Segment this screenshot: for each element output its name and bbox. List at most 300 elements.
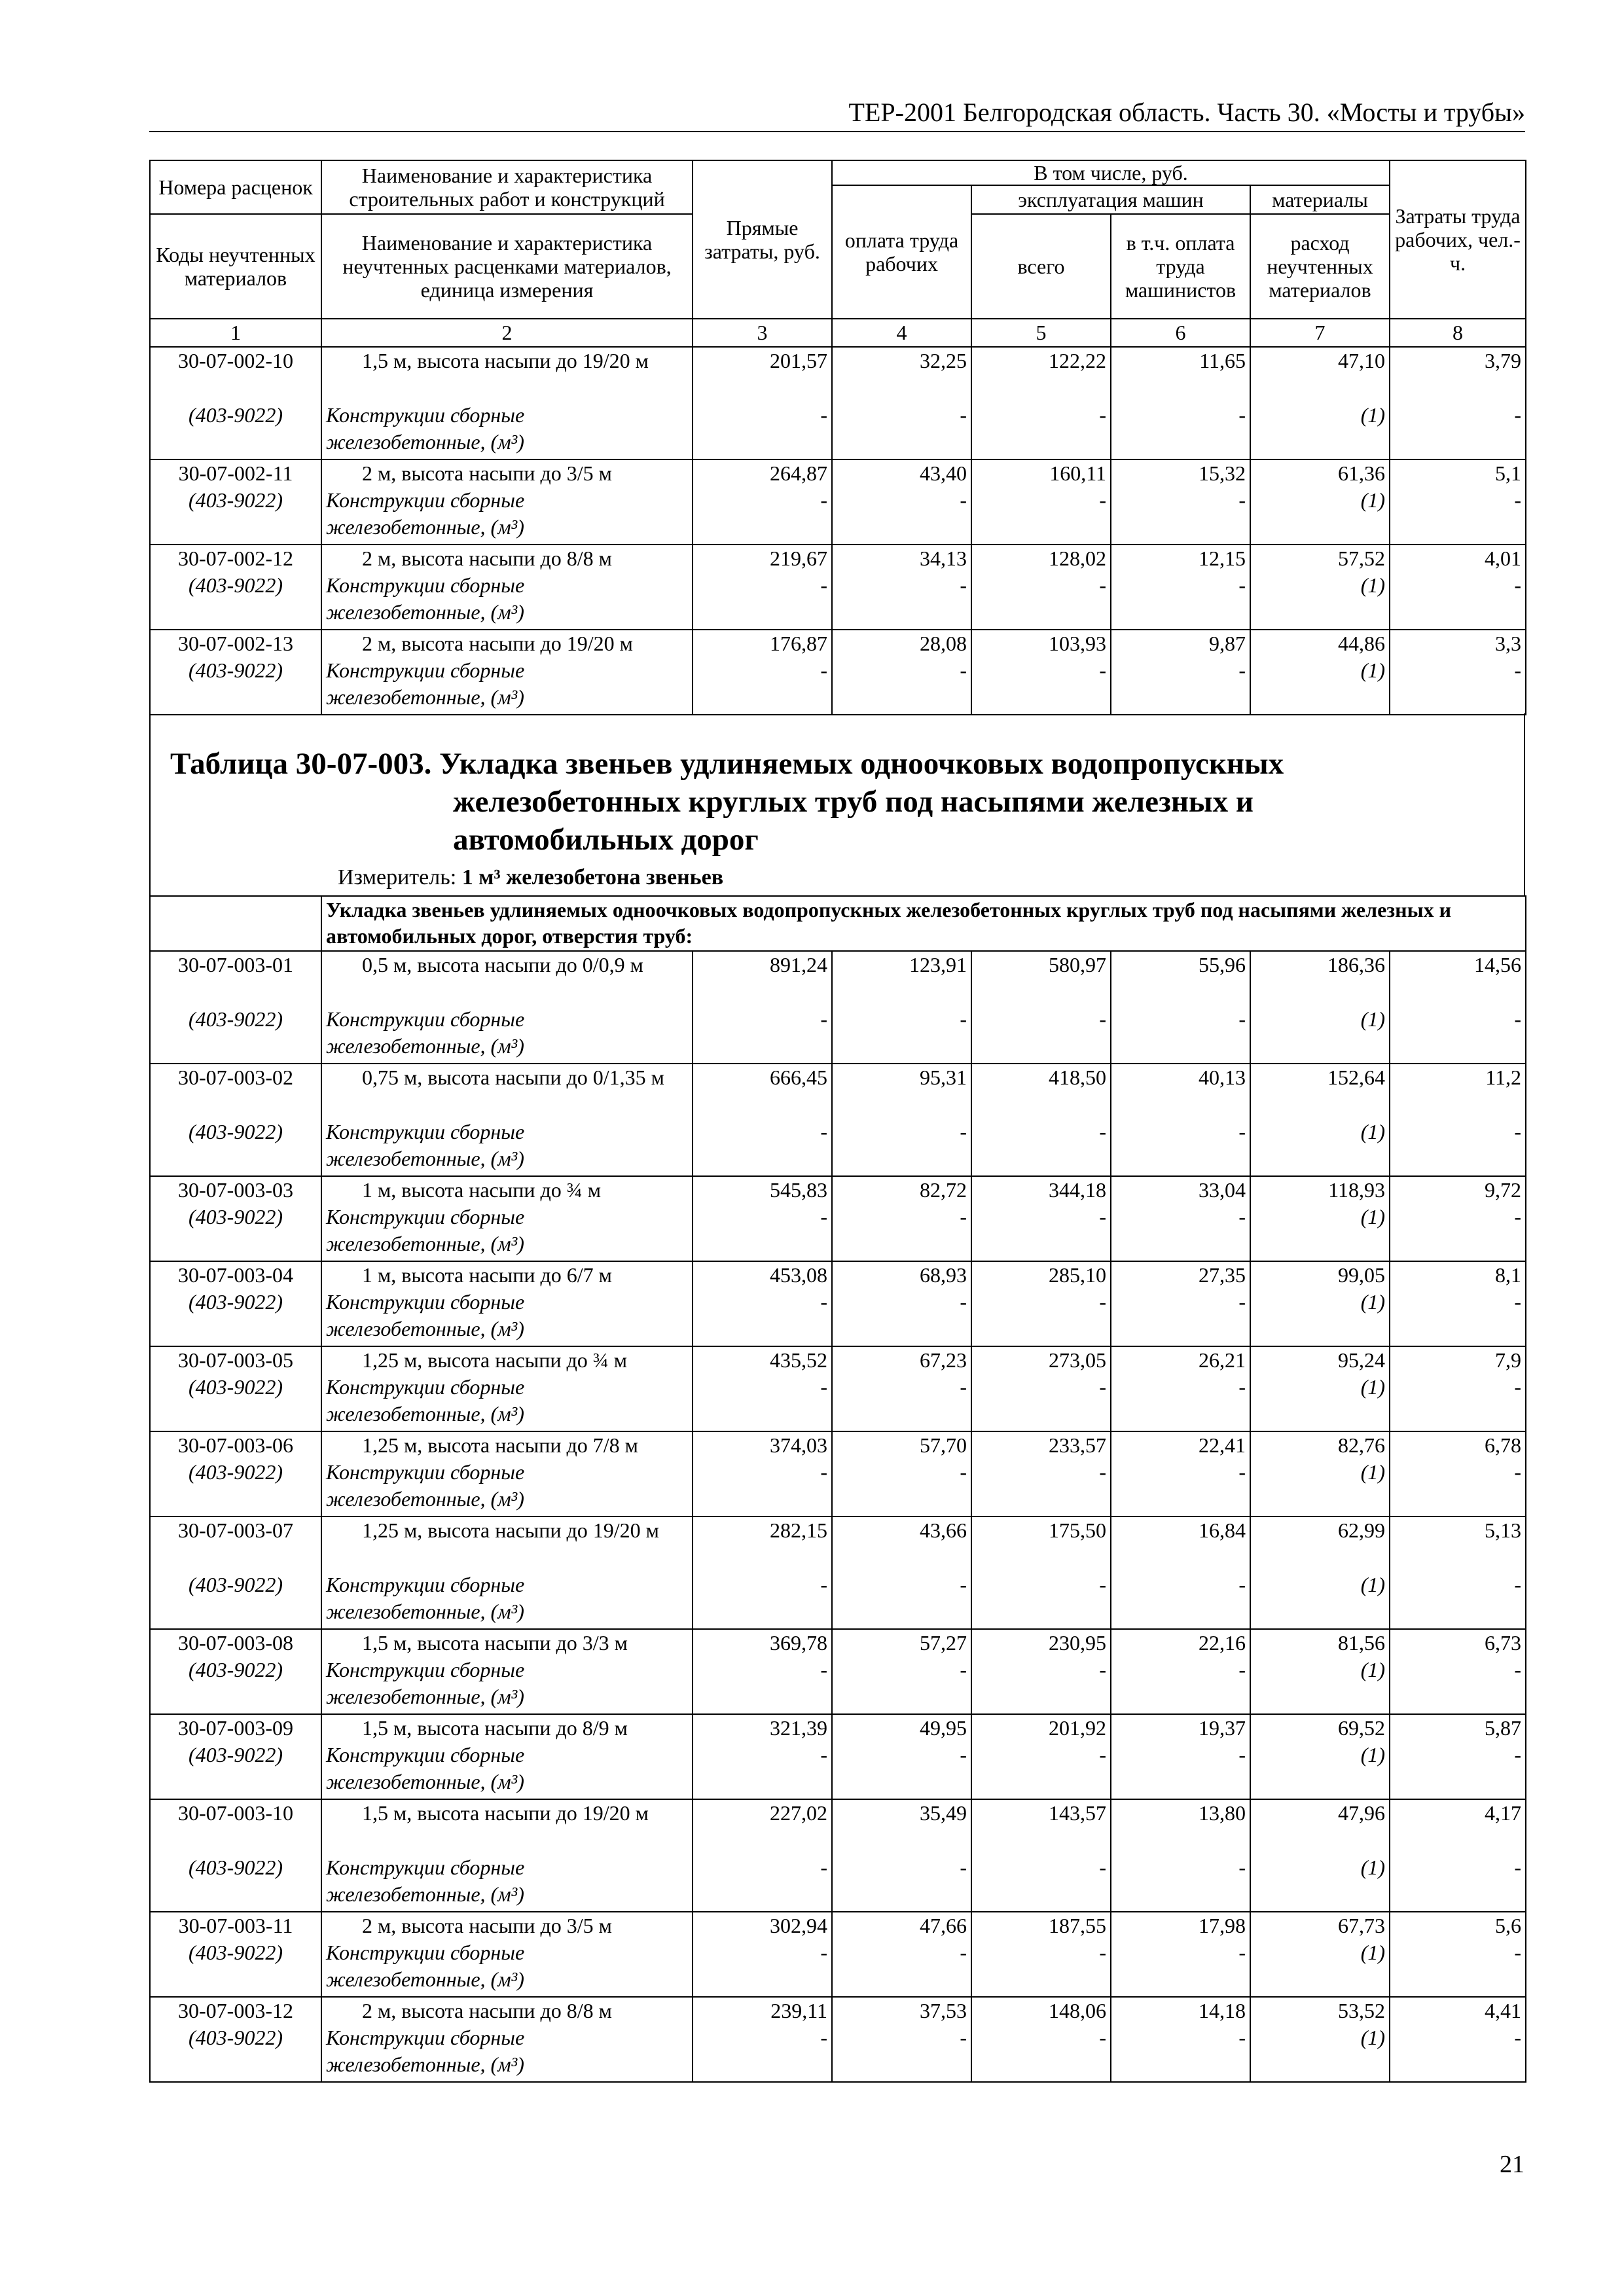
rate-value: 302,94 xyxy=(693,1912,832,1939)
material-description: Конструкции сборные железобетонные, (м³) xyxy=(321,1742,693,1799)
rate-code: 30-07-003-10 xyxy=(150,1799,321,1854)
material-row xyxy=(150,1657,1526,1714)
rate-value: 152,64 xyxy=(1250,1064,1390,1119)
rate-value: 580,97 xyxy=(971,951,1111,1006)
rate-description: 2 м, высота насыпи до 3/5 м xyxy=(321,459,693,487)
rate-code: 30-07-003-06 xyxy=(150,1431,321,1459)
rate-value: 67,23 xyxy=(832,1346,971,1374)
material-value: - xyxy=(971,487,1111,545)
material-value: - xyxy=(832,1119,971,1176)
material-description: Конструкции сборные железобетонные, (м³) xyxy=(321,1289,693,1346)
rate-value: 344,18 xyxy=(971,1176,1111,1204)
rate-description: 1,5 м, высота насыпи до 8/9 м xyxy=(321,1714,693,1742)
table-heading xyxy=(149,713,1525,895)
material-code: (403-9022) xyxy=(150,1939,321,1997)
material-description: Конструкции сборные железобетонные, (м³) xyxy=(321,1854,693,1912)
material-value: - xyxy=(1390,1742,1526,1799)
rate-code: 30-07-003-11 xyxy=(150,1912,321,1939)
rate-value: 321,39 xyxy=(693,1714,832,1742)
rate-value: 160,11 xyxy=(971,459,1111,487)
rate-value: 187,55 xyxy=(971,1912,1111,1939)
rate-value: 57,27 xyxy=(832,1629,971,1657)
material-value: - xyxy=(693,1854,832,1912)
rate-row xyxy=(150,1629,1526,1657)
material-value: - xyxy=(1111,657,1250,715)
material-value: - xyxy=(971,572,1111,630)
rate-value: 32,25 xyxy=(832,347,971,402)
material-row xyxy=(150,1204,1526,1261)
material-description: Конструкции сборные железобетонные, (м³) xyxy=(321,1459,693,1516)
material-value: (1) xyxy=(1250,572,1390,630)
material-value: - xyxy=(693,572,832,630)
rate-value: 418,50 xyxy=(971,1064,1111,1119)
rate-row xyxy=(150,1516,1526,1571)
material-value: (1) xyxy=(1250,1459,1390,1516)
rate-value: 12,15 xyxy=(1111,545,1250,572)
material-code: (403-9022) xyxy=(150,487,321,545)
rate-value: 891,24 xyxy=(693,951,832,1006)
rate-value: 374,03 xyxy=(693,1431,832,1459)
material-value: - xyxy=(1111,1459,1250,1516)
material-value: - xyxy=(832,1374,971,1431)
rate-value: 53,52 xyxy=(1250,1997,1390,2024)
rate-description: 2 м, высота насыпи до 3/5 м xyxy=(321,1912,693,1939)
rate-value: 4,41 xyxy=(1390,1997,1526,2024)
material-row xyxy=(150,487,1526,545)
rate-value: 44,86 xyxy=(1250,630,1390,657)
rate-value: 219,67 xyxy=(693,545,832,572)
rate-value: 6,73 xyxy=(1390,1629,1526,1657)
rate-value: 227,02 xyxy=(693,1799,832,1854)
material-value: - xyxy=(971,1374,1111,1431)
material-row xyxy=(150,657,1526,715)
material-value: - xyxy=(971,1006,1111,1064)
rate-value: 201,57 xyxy=(693,347,832,402)
material-value: (1) xyxy=(1250,1119,1390,1176)
col-header-machines-total: всего xyxy=(971,214,1111,319)
rate-value: 47,96 xyxy=(1250,1799,1390,1854)
rate-description: 1,5 м, высота насыпи до 19/20 м xyxy=(321,347,693,402)
material-code: (403-9022) xyxy=(150,1289,321,1346)
rate-row xyxy=(150,1714,1526,1742)
material-value: - xyxy=(693,1657,832,1714)
material-value: - xyxy=(832,1204,971,1261)
rate-value: 369,78 xyxy=(693,1629,832,1657)
rate-description: 1,5 м, высота насыпи до 19/20 м xyxy=(321,1799,693,1854)
rate-description: 2 м, высота насыпи до 19/20 м xyxy=(321,630,693,657)
rate-value: 282,15 xyxy=(693,1516,832,1571)
material-row xyxy=(150,1742,1526,1799)
rate-value: 545,83 xyxy=(693,1176,832,1204)
material-value: - xyxy=(693,1006,832,1064)
col-header-including: В том числе, руб. xyxy=(832,160,1390,185)
material-value: - xyxy=(832,1939,971,1997)
material-value: - xyxy=(1390,1204,1526,1261)
material-value: - xyxy=(832,402,971,459)
rate-value: 99,05 xyxy=(1250,1261,1390,1289)
material-description: Конструкции сборные железобетонные, (м³) xyxy=(321,1939,693,1997)
material-value: - xyxy=(1111,1204,1250,1261)
rate-value: 40,13 xyxy=(1111,1064,1250,1119)
rate-row xyxy=(150,630,1526,657)
material-code: (403-9022) xyxy=(150,1571,321,1629)
material-row xyxy=(150,572,1526,630)
rate-value: 43,40 xyxy=(832,459,971,487)
rate-value: 16,84 xyxy=(1111,1516,1250,1571)
rate-value: 148,06 xyxy=(971,1997,1111,2024)
col-header-material-name: Наименование и характеристика неучтенных расценками материалов, единица измерения xyxy=(321,214,693,319)
material-value: - xyxy=(1390,2024,1526,2082)
material-code: (403-9022) xyxy=(150,1006,321,1064)
rate-value: 28,08 xyxy=(832,630,971,657)
material-value: (1) xyxy=(1250,1657,1390,1714)
material-row xyxy=(150,1289,1526,1346)
material-value: - xyxy=(1111,487,1250,545)
col-header-codes: Номера расценок xyxy=(150,160,321,214)
rate-value: 176,87 xyxy=(693,630,832,657)
material-row xyxy=(150,1006,1526,1064)
rate-value: 69,52 xyxy=(1250,1714,1390,1742)
rate-description: 1,25 м, высота насыпи до 7/8 м xyxy=(321,1431,693,1459)
material-value: - xyxy=(971,1571,1111,1629)
rate-value: 118,93 xyxy=(1250,1176,1390,1204)
material-value: - xyxy=(832,572,971,630)
rate-value: 230,95 xyxy=(971,1629,1111,1657)
rate-value: 435,52 xyxy=(693,1346,832,1374)
material-value: - xyxy=(1390,657,1526,715)
material-value: - xyxy=(693,487,832,545)
rate-value: 201,92 xyxy=(971,1714,1111,1742)
rates-table-continued xyxy=(149,160,1526,715)
rate-value: 11,2 xyxy=(1390,1064,1526,1119)
material-value: (1) xyxy=(1250,1289,1390,1346)
material-value: - xyxy=(1390,572,1526,630)
rate-value: 4,01 xyxy=(1390,545,1526,572)
rate-value: 33,04 xyxy=(1111,1176,1250,1204)
material-description: Конструкции сборные железобетонные, (м³) xyxy=(321,657,693,715)
rate-value: 666,45 xyxy=(693,1064,832,1119)
col-header-direct-costs: Прямые затраты, руб. xyxy=(693,160,832,319)
material-value: - xyxy=(971,1742,1111,1799)
rate-value: 175,50 xyxy=(971,1516,1111,1571)
rate-value: 43,66 xyxy=(832,1516,971,1571)
material-value: - xyxy=(832,2024,971,2082)
material-value: - xyxy=(1111,1571,1250,1629)
material-value: - xyxy=(1390,1374,1526,1431)
material-description: Конструкции сборные железобетонные, (м³) xyxy=(321,1006,693,1064)
rate-row xyxy=(150,459,1526,487)
rate-value: 264,87 xyxy=(693,459,832,487)
material-value: - xyxy=(693,1459,832,1516)
material-value: - xyxy=(1390,1571,1526,1629)
rate-value: 19,37 xyxy=(1111,1714,1250,1742)
material-value: - xyxy=(971,1119,1111,1176)
rate-code: 30-07-003-08 xyxy=(150,1629,321,1657)
material-value: (1) xyxy=(1250,1742,1390,1799)
rate-value: 5,1 xyxy=(1390,459,1526,487)
material-description: Конструкции сборные железобетонные, (м³) xyxy=(321,487,693,545)
material-code: (403-9022) xyxy=(150,1204,321,1261)
col-header-operators-wages: в т.ч. оплата труда машинистов xyxy=(1111,214,1250,319)
material-value: - xyxy=(1111,1119,1250,1176)
material-value: - xyxy=(832,1657,971,1714)
material-value: - xyxy=(693,1289,832,1346)
col-header-material-usage: расход неучтенных материалов xyxy=(1250,214,1390,319)
rate-value: 285,10 xyxy=(971,1261,1111,1289)
rate-value: 123,91 xyxy=(832,951,971,1006)
rate-code: 30-07-003-05 xyxy=(150,1346,321,1374)
rate-value: 49,95 xyxy=(832,1714,971,1742)
material-value: - xyxy=(1390,1657,1526,1714)
material-row xyxy=(150,1939,1526,1997)
rate-value: 57,52 xyxy=(1250,545,1390,572)
col-header-material-codes: Коды неучтенных материалов xyxy=(150,214,321,319)
rate-description: 1 м, высота насыпи до 6/7 м xyxy=(321,1261,693,1289)
rate-row xyxy=(150,1261,1526,1289)
running-header: ТЕР-2001 Белгородская область. Часть 30. «Мосты и трубы» xyxy=(848,98,1525,127)
rate-value: 95,24 xyxy=(1250,1346,1390,1374)
material-value: - xyxy=(971,1289,1111,1346)
material-value: - xyxy=(832,1459,971,1516)
col-header-wages: оплата труда рабочих xyxy=(832,185,971,319)
material-value: - xyxy=(1111,1006,1250,1064)
rate-value: 128,02 xyxy=(971,545,1111,572)
rate-code: 30-07-002-10 xyxy=(150,347,321,402)
section-heading: Укладка звеньев удлиняемых одноочковых водопропускных железобетонных круглых труб под насыпями железных и автомобильных дорог, отверстия труб: xyxy=(321,896,1526,951)
material-code: (403-9022) xyxy=(150,1742,321,1799)
rate-value: 5,6 xyxy=(1390,1912,1526,1939)
material-value: - xyxy=(971,2024,1111,2082)
rate-description: 0,75 м, высота насыпи до 0/1,35 м xyxy=(321,1064,693,1119)
rate-code: 30-07-003-12 xyxy=(150,1997,321,2024)
rate-row xyxy=(150,951,1526,1006)
rate-value: 62,99 xyxy=(1250,1516,1390,1571)
material-value: - xyxy=(1390,1119,1526,1176)
rate-value: 95,31 xyxy=(832,1064,971,1119)
rate-value: 27,35 xyxy=(1111,1261,1250,1289)
material-value: - xyxy=(832,1006,971,1064)
material-code: (403-9022) xyxy=(150,1459,321,1516)
material-value: (1) xyxy=(1250,1374,1390,1431)
rate-description: 1,25 м, высота насыпи до ¾ м xyxy=(321,1346,693,1374)
rate-row xyxy=(150,1064,1526,1119)
rate-value: 22,16 xyxy=(1111,1629,1250,1657)
material-value: - xyxy=(832,657,971,715)
column-number-row: 1 2 3 4 5 6 7 8 xyxy=(150,319,1526,347)
rate-row xyxy=(150,1912,1526,1939)
material-code: (403-9022) xyxy=(150,1854,321,1912)
rate-description: 2 м, высота насыпи до 8/8 м xyxy=(321,1997,693,2024)
material-description: Конструкции сборные железобетонные, (м³) xyxy=(321,572,693,630)
rate-code: 30-07-003-07 xyxy=(150,1516,321,1571)
rate-value: 35,49 xyxy=(832,1799,971,1854)
rate-value: 82,72 xyxy=(832,1176,971,1204)
rate-description: 1 м, высота насыпи до ¾ м xyxy=(321,1176,693,1204)
rate-row xyxy=(150,1431,1526,1459)
rate-value: 3,3 xyxy=(1390,630,1526,657)
material-value: - xyxy=(1111,2024,1250,2082)
material-value: (1) xyxy=(1250,487,1390,545)
material-code: (403-9022) xyxy=(150,1657,321,1714)
material-code: (403-9022) xyxy=(150,657,321,715)
rates-table-30-07-003 xyxy=(149,895,1526,2083)
material-row xyxy=(150,1854,1526,1912)
rate-code: 30-07-002-13 xyxy=(150,630,321,657)
material-row xyxy=(150,1374,1526,1431)
rate-value: 81,56 xyxy=(1250,1629,1390,1657)
material-value: - xyxy=(1111,1854,1250,1912)
material-description: Конструкции сборные железобетонные, (м³) xyxy=(321,402,693,459)
material-value: - xyxy=(832,487,971,545)
material-code: (403-9022) xyxy=(150,1119,321,1176)
section-heading-row xyxy=(150,896,1526,951)
rate-value: 4,17 xyxy=(1390,1799,1526,1854)
material-description: Конструкции сборные железобетонные, (м³) xyxy=(321,1204,693,1261)
material-value: - xyxy=(832,1571,971,1629)
material-code: (403-9022) xyxy=(150,2024,321,2082)
rate-value: 8,1 xyxy=(1390,1261,1526,1289)
col-header-name: Наименование и характеристика строительных работ и конструкций xyxy=(321,160,693,214)
material-description: Конструкции сборные железобетонные, (м³) xyxy=(321,1119,693,1176)
rate-description: 1,5 м, высота насыпи до 3/3 м xyxy=(321,1629,693,1657)
material-value: - xyxy=(693,657,832,715)
col-header-materials: материалы xyxy=(1250,185,1390,214)
rate-value: 17,98 xyxy=(1111,1912,1250,1939)
material-value: (1) xyxy=(1250,1204,1390,1261)
material-value: - xyxy=(693,2024,832,2082)
material-value: - xyxy=(1111,402,1250,459)
rate-value: 34,13 xyxy=(832,545,971,572)
material-value: - xyxy=(1390,1006,1526,1064)
rate-value: 122,22 xyxy=(971,347,1111,402)
material-value: - xyxy=(1111,1939,1250,1997)
measurement-unit: Измеритель: 1 м³ железобетона звеньев xyxy=(338,865,724,889)
rate-value: 15,32 xyxy=(1111,459,1250,487)
rate-row xyxy=(150,1346,1526,1374)
material-value: (1) xyxy=(1250,1006,1390,1064)
rate-value: 3,79 xyxy=(1390,347,1526,402)
material-value: - xyxy=(1111,1742,1250,1799)
rate-value: 6,78 xyxy=(1390,1431,1526,1459)
material-value: (1) xyxy=(1250,2024,1390,2082)
material-row xyxy=(150,1571,1526,1629)
material-value: - xyxy=(971,402,1111,459)
rate-row xyxy=(150,545,1526,572)
material-value: (1) xyxy=(1250,402,1390,459)
rate-description: 1,25 м, высота насыпи до 19/20 м xyxy=(321,1516,693,1571)
material-value: - xyxy=(971,1204,1111,1261)
rate-row xyxy=(150,1799,1526,1854)
rate-code: 30-07-003-01 xyxy=(150,951,321,1006)
rate-value: 453,08 xyxy=(693,1261,832,1289)
rate-value: 67,73 xyxy=(1250,1912,1390,1939)
rate-value: 55,96 xyxy=(1111,951,1250,1006)
rate-value: 186,36 xyxy=(1250,951,1390,1006)
material-value: - xyxy=(693,1939,832,1997)
material-value: - xyxy=(693,1119,832,1176)
material-value: - xyxy=(693,402,832,459)
material-description: Конструкции сборные железобетонные, (м³) xyxy=(321,1571,693,1629)
material-value: - xyxy=(832,1289,971,1346)
material-value: (1) xyxy=(1250,1571,1390,1629)
material-row xyxy=(150,2024,1526,2082)
rate-value: 11,65 xyxy=(1111,347,1250,402)
col-header-machines: эксплуатация машин xyxy=(971,185,1250,214)
material-value: - xyxy=(1390,402,1526,459)
rate-value: 9,72 xyxy=(1390,1176,1526,1204)
material-value: - xyxy=(832,1742,971,1799)
rate-value: 68,93 xyxy=(832,1261,971,1289)
rate-row xyxy=(150,1176,1526,1204)
material-code: (403-9022) xyxy=(150,402,321,459)
material-row xyxy=(150,1119,1526,1176)
material-code: (403-9022) xyxy=(150,572,321,630)
material-value: - xyxy=(1390,1289,1526,1346)
rate-value: 47,66 xyxy=(832,1912,971,1939)
material-value: - xyxy=(693,1204,832,1261)
rate-value: 22,41 xyxy=(1111,1431,1250,1459)
rate-value: 143,57 xyxy=(971,1799,1111,1854)
rate-value: 9,87 xyxy=(1111,630,1250,657)
material-value: - xyxy=(1390,487,1526,545)
material-row xyxy=(150,402,1526,459)
rate-code: 30-07-003-09 xyxy=(150,1714,321,1742)
material-value: - xyxy=(693,1571,832,1629)
rate-code: 30-07-003-03 xyxy=(150,1176,321,1204)
rate-row xyxy=(150,1997,1526,2024)
rate-value: 47,10 xyxy=(1250,347,1390,402)
rate-value: 26,21 xyxy=(1111,1346,1250,1374)
rate-value: 82,76 xyxy=(1250,1431,1390,1459)
rate-value: 14,18 xyxy=(1111,1997,1250,2024)
table-title-line-1: Таблица 30-07-003. Укладка звеньев удлиняемых одноочковых водопропускных xyxy=(170,747,1284,781)
material-description: Конструкции сборные железобетонные, (м³) xyxy=(321,2024,693,2082)
rate-code: 30-07-003-04 xyxy=(150,1261,321,1289)
material-value: - xyxy=(971,1939,1111,1997)
material-value: - xyxy=(971,1657,1111,1714)
rate-description: 2 м, высота насыпи до 8/8 м xyxy=(321,545,693,572)
material-code: (403-9022) xyxy=(150,1374,321,1431)
table-title-line-2: железобетонных круглых труб под насыпями железных и xyxy=(453,785,1254,819)
material-value: (1) xyxy=(1250,1939,1390,1997)
material-value: - xyxy=(1390,1854,1526,1912)
rate-value: 37,53 xyxy=(832,1997,971,2024)
material-value: - xyxy=(1111,1289,1250,1346)
rate-value: 239,11 xyxy=(693,1997,832,2024)
material-value: - xyxy=(971,1854,1111,1912)
material-description: Конструкции сборные железобетонные, (м³) xyxy=(321,1374,693,1431)
material-row xyxy=(150,1459,1526,1516)
material-value: - xyxy=(971,657,1111,715)
rate-value: 57,70 xyxy=(832,1431,971,1459)
material-value: - xyxy=(1390,1459,1526,1516)
rate-description: 0,5 м, высота насыпи до 0/0,9 м xyxy=(321,951,693,1006)
material-value: - xyxy=(1111,1374,1250,1431)
material-value: - xyxy=(1390,1939,1526,1997)
rate-value: 5,87 xyxy=(1390,1714,1526,1742)
rate-value: 5,13 xyxy=(1390,1516,1526,1571)
table-title-line-3: автомобильных дорог xyxy=(453,823,759,857)
rate-row xyxy=(150,347,1526,402)
material-value: (1) xyxy=(1250,1854,1390,1912)
rate-value: 273,05 xyxy=(971,1346,1111,1374)
rate-value: 13,80 xyxy=(1111,1799,1250,1854)
material-value: - xyxy=(832,1854,971,1912)
header-rule xyxy=(149,131,1525,132)
material-value: - xyxy=(1111,572,1250,630)
rate-code: 30-07-002-12 xyxy=(150,545,321,572)
rate-value: 233,57 xyxy=(971,1431,1111,1459)
